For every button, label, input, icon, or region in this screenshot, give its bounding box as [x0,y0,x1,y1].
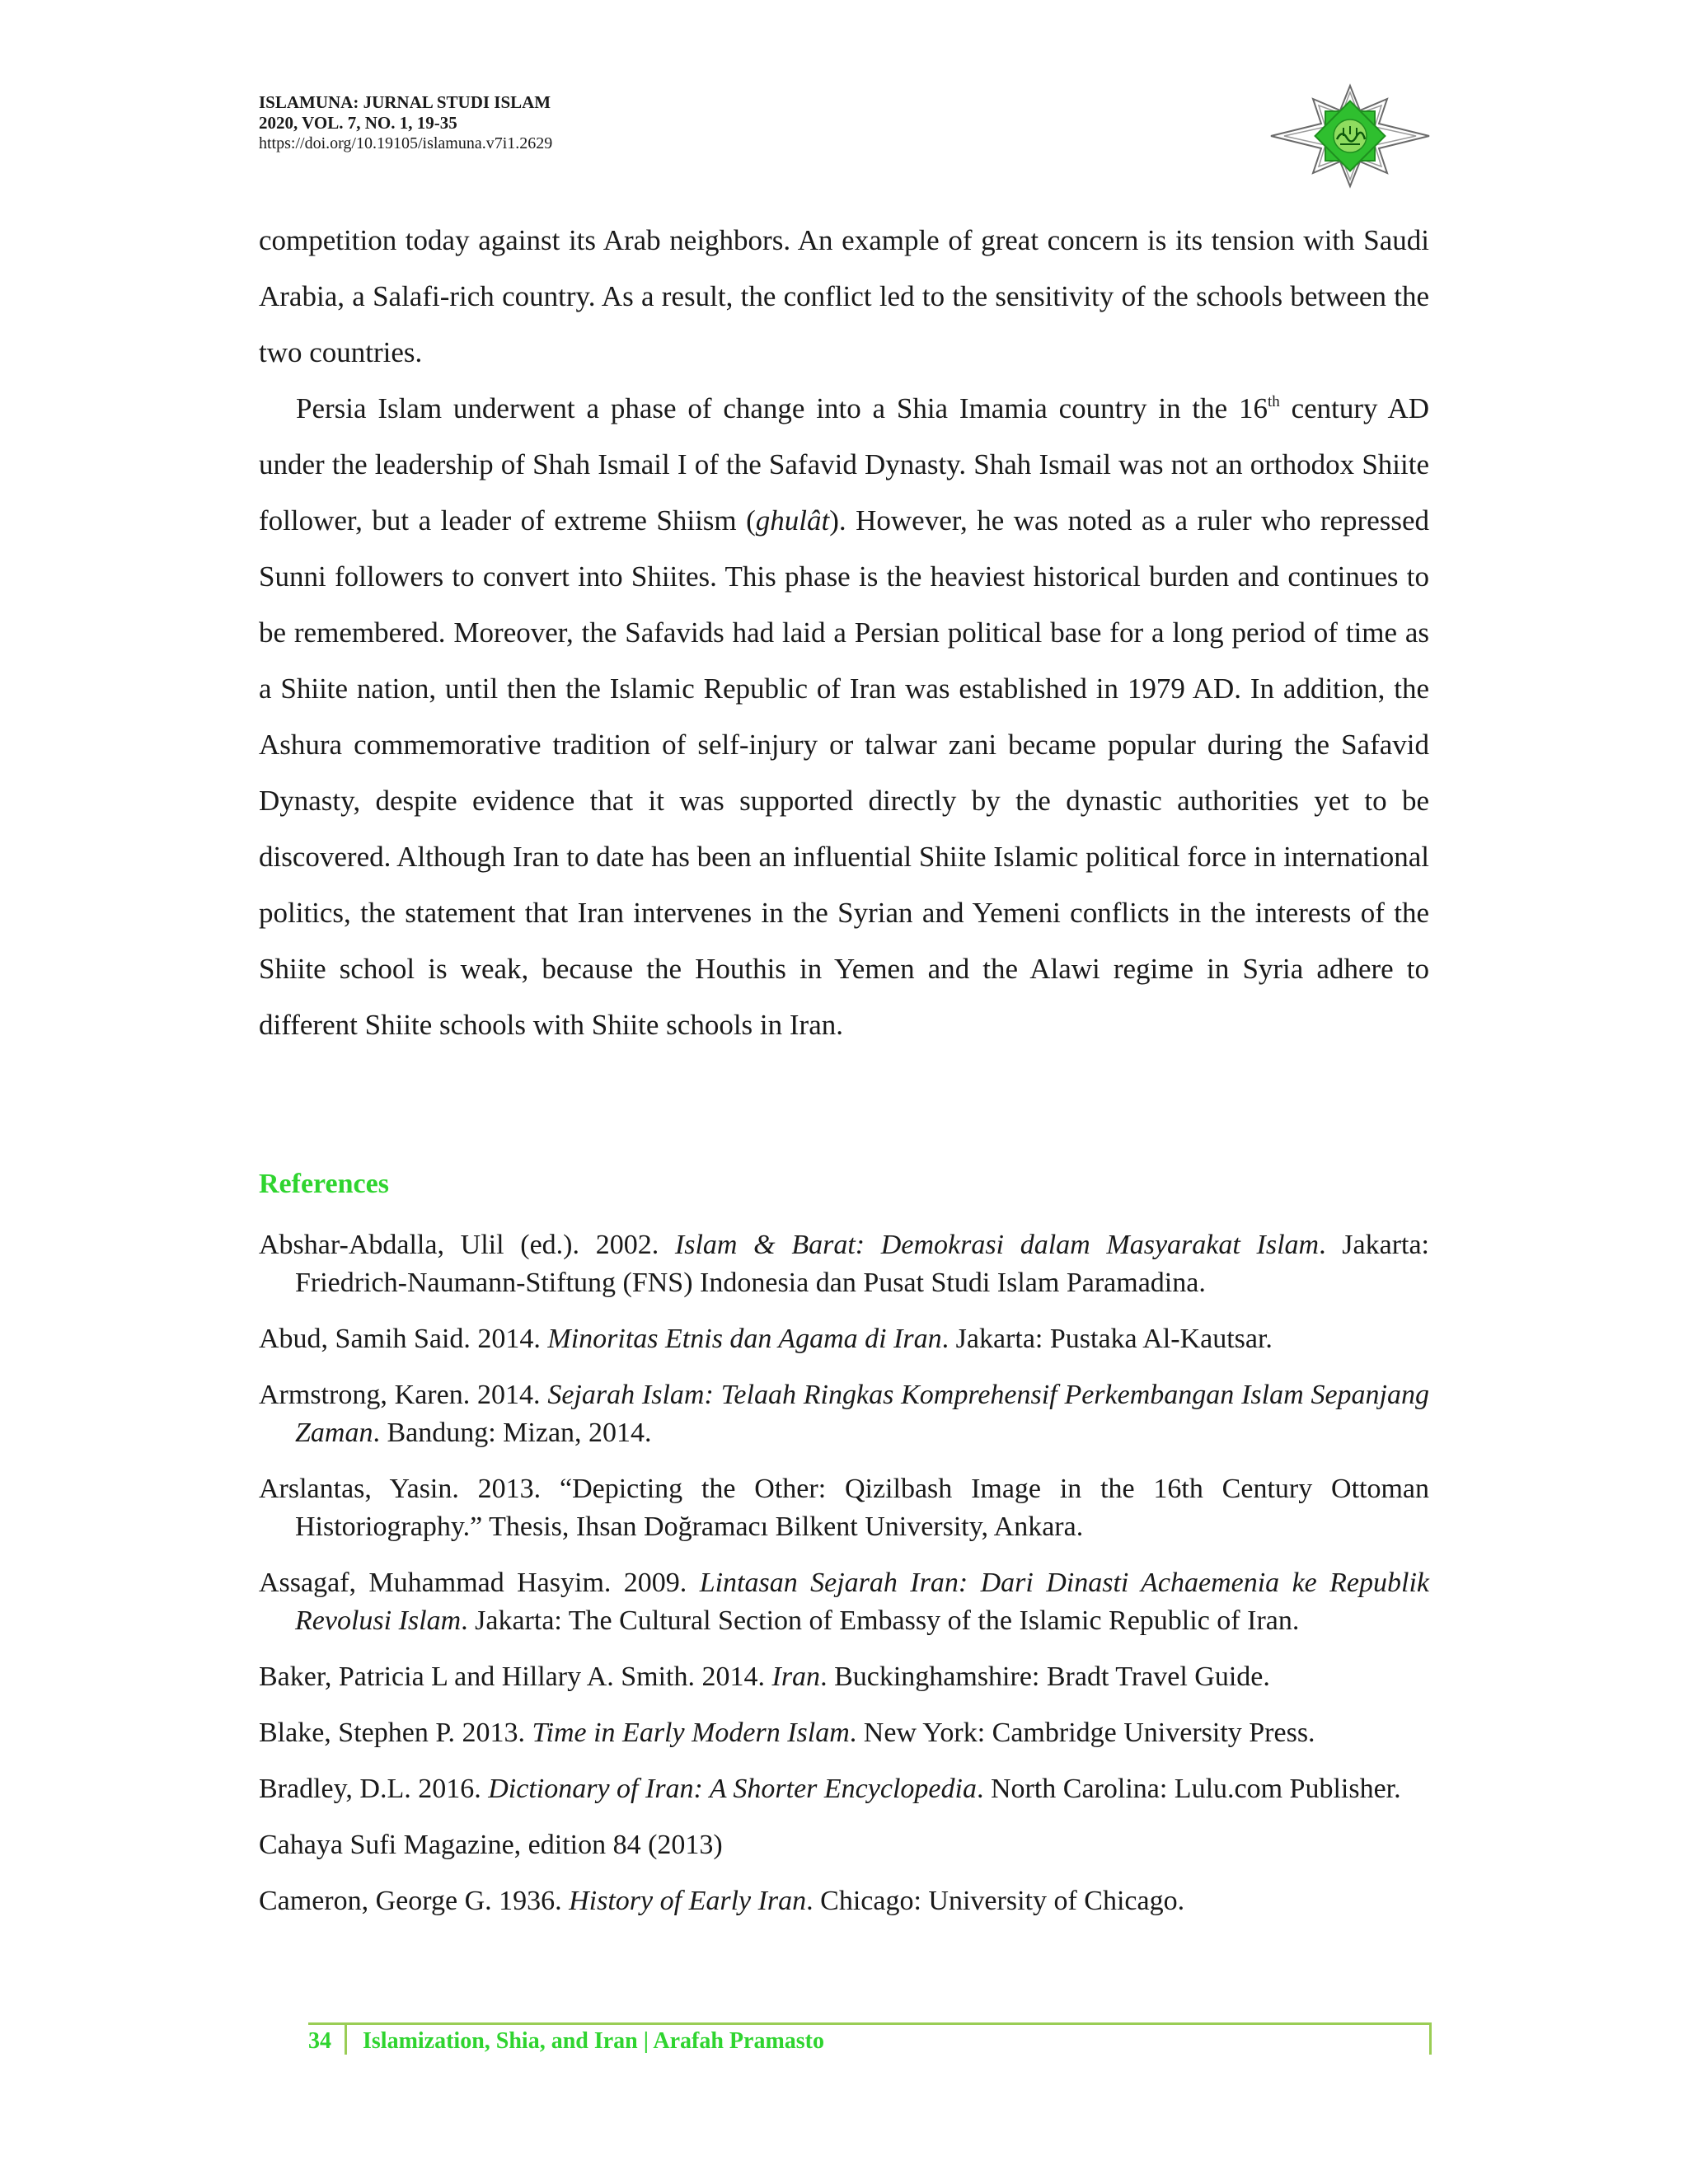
reference-item [259,1376,1429,1452]
reference-publisher: . North Carolina: Lulu.com Publisher. [976,1774,1401,1804]
reference-title: History of Early Iran [569,1886,807,1916]
references-heading: References [259,1169,389,1199]
reference-text: Cameron, George G. 1936. [259,1886,570,1916]
reference-title: Minoritas Etnis dan Agama di Iran [547,1324,942,1354]
reference-item [259,1714,1429,1752]
journal-emblem-icon [1268,82,1432,190]
reference-publisher: . Chicago: University of Chicago. [806,1886,1185,1916]
paragraph-2-part-c: ). However, he was noted as a ruler who repressed Sunni followers to convert into Shiites. This phase is the heaviest historical burden and continues to be remembered. Moreover, the Safavids had laid a Persian political base for a long period of time as a Shiite nation, until then the Islamic Republic of Iran was established in 1979 AD. In addition, the Ashura commemorative tradition of self-injury or talwar zani became popular during the Safavid Dynasty, despite evidence that it was supported directly by the dynastic authorities yet to be discovered. Although Iran to date has been an influential Shiite Islamic political force in international politics, the statement that Iran intervenes in the Syrian and Yemeni conflicts in the interests of the Shiite school is weak, because the Houthis in Yemen and the Alawi regime in Syria adhere to different Shiite schools with Shiite schools in Iran. [259,504,1430,1041]
reference-title: Lintasan Sejarah Iran: Dari Dinasti Achaemenia ke Republik Revolusi Islam [295,1568,1429,1636]
reference-item [259,1320,1429,1358]
paragraph-1: competition today against its Arab neighbors. An example of great concern is its tension with Saudi Arabia, a Salafi-rich country. As a result, the conflict led to the sensitivity of the schools between the two countries. [259,224,1429,368]
reference-publisher: . New York: Cambridge University Press. [849,1718,1315,1748]
page-number: 34 [308,2028,331,2054]
reference-text: Abud, Samih Said. 2014. [259,1324,548,1354]
reference-title: Iran [771,1661,821,1692]
reference-title: Time in Early Modern Islam [532,1718,850,1748]
paragraph-2-part-a: Persia Islam underwent a phase of change into a Shia Imamia country in the 16 [296,392,1268,424]
ordinal-suffix: th [1268,393,1280,410]
reference-item [259,1226,1429,1302]
reference-publisher: . Bandung: Mizan, 2014. [373,1418,652,1448]
paragraph-2 [259,381,1429,1053]
references-list [259,1226,1429,1938]
reference-text: Armstrong, Karen. 2014. [259,1380,548,1410]
doi-link[interactable]: https://doi.org/10.19105/islamuna.v7i1.2629 [259,134,553,152]
journal-header [259,92,753,154]
paragraph-2-italic-term: ghulât [755,504,830,537]
page-footer [308,2022,1432,2055]
reference-title: Sejarah Islam: Telaah Ringkas Komprehensif Perkembangan Islam Sepanjang Zaman [295,1380,1429,1448]
reference-publisher: . Jakarta: Friedrich-Naumann-Stiftung (FNS) Indonesia dan Pusat Studi Islam Paramadina. [295,1230,1429,1298]
journal-logo [1268,82,1432,190]
reference-item [259,1658,1429,1696]
reference-item [259,1770,1429,1808]
reference-item [259,1882,1429,1920]
journal-title: ISLAMUNA: JURNAL STUDI ISLAM [259,92,551,112]
reference-title: Islam & Barat: Demokrasi dalam Masyarakat Islam [674,1230,1320,1260]
reference-title: Dictionary of Iran: A Shorter Encyclopedia [488,1774,977,1804]
reference-text: Assagaf, Muhammad Hasyim. 2009. [259,1568,700,1598]
reference-item [259,1564,1429,1640]
reference-text: Bradley, D.L. 2016. [259,1774,489,1804]
article-body [259,213,1429,1053]
reference-text: Abshar-Abdalla, Ulil (ed.). 2002. [259,1230,675,1260]
reference-text: Cahaya Sufi Magazine, edition 84 (2013) [259,1830,723,1860]
reference-publisher: . Jakarta: Pustaka Al-Kautsar. [941,1324,1273,1354]
reference-publisher: . Jakarta: The Cultural Section of Embassy of the Islamic Republic of Iran. [461,1605,1300,1636]
reference-text: Blake, Stephen P. 2013. [259,1718,532,1748]
reference-item [259,1826,1429,1864]
reference-text: Baker, Patricia L and Hillary A. Smith. 2014. [259,1661,772,1692]
journal-issue: 2020, VOL. 7, NO. 1, 19-35 [259,113,457,133]
reference-publisher: . Buckinghamshire: Bradt Travel Guide. [820,1661,1270,1692]
footer-divider [345,2022,347,2055]
reference-item [259,1470,1429,1546]
paragraph-2-part-b: century AD under the leadership of Shah Ismail I of the Safavid Dynasty. Shah Ismail was not an orthodox Shiite follower, but a leader of extreme Shiism ( [259,392,1429,537]
reference-text: Arslantas, Yasin. 2013. “Depicting the Other: Qizilbash Image in the 16th Century Ottoman Historiography.” Thesis, Ihsan Doğramacı Bilkent University, Ankara. [259,1474,1429,1542]
running-title: Islamization, Shia, and Iran | Arafah Pramasto [363,2028,824,2054]
